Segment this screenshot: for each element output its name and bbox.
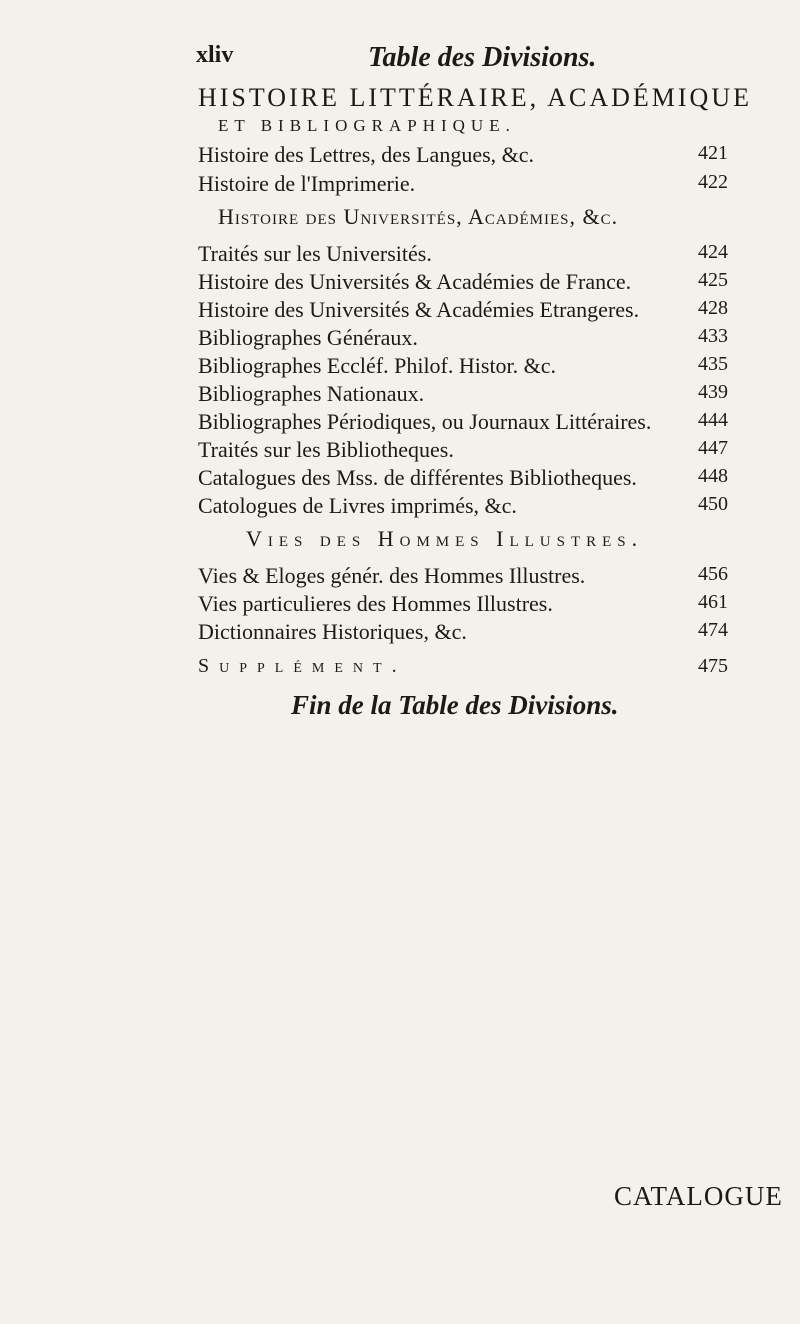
toc-entry — [198, 171, 728, 201]
catchword: CATALOGUE — [614, 1181, 783, 1211]
entry-page: 422 — [698, 171, 728, 193]
entry-page: 444 — [698, 409, 728, 431]
entry-page: 448 — [698, 465, 728, 487]
entry-page: 424 — [698, 241, 728, 263]
entry-label: Histoire des Lettres, des Langues, &c. — [198, 142, 535, 167]
supplement-label: Supplément. — [198, 655, 407, 677]
toc-entry — [198, 241, 728, 271]
section-title-vies-hommes-illustres: Vies des Hommes Illustres. — [246, 526, 644, 551]
page-number: xliv — [196, 42, 234, 68]
toc-entry — [198, 437, 728, 467]
entry-label: Histoire des Universités & Académies Etrangeres. — [198, 297, 640, 322]
entry-label: Histoire de l'Imprimerie. — [198, 171, 416, 196]
entry-page: 456 — [698, 563, 728, 585]
toc-entry — [198, 409, 728, 439]
entry-page: 435 — [698, 353, 728, 375]
section-title-histoire-litteraire: HISTOIRE LITTÉRAIRE, ACADÉMIQUE — [198, 83, 752, 112]
toc-entry — [198, 591, 728, 621]
entry-page: 439 — [698, 381, 728, 403]
toc-entry — [198, 465, 728, 495]
entry-page: 475 — [698, 655, 728, 677]
entry-label: Vies particulieres des Hommes Illustres. — [198, 591, 553, 616]
entry-label: Traités sur les Universités. — [198, 241, 432, 266]
entry-label: Histoire des Universités & Académies de France. — [198, 269, 632, 294]
toc-entry — [198, 325, 728, 355]
toc-entry — [198, 353, 728, 383]
entry-label: Vies & Eloges génér. des Hommes Illustres. — [198, 563, 586, 588]
entry-page: 433 — [698, 325, 728, 347]
toc-entry — [198, 142, 728, 172]
entry-page: 421 — [698, 142, 728, 164]
page-header — [196, 42, 716, 82]
entry-label: Catalogues des Mss. de différentes Bibliotheques. — [198, 465, 637, 490]
toc-entry-supplement — [198, 655, 728, 685]
entry-page: 474 — [698, 619, 728, 641]
entry-label: Dictionnaires Historiques, &c. — [198, 619, 467, 644]
entry-page: 461 — [698, 591, 728, 613]
toc-entry — [198, 269, 728, 299]
entry-label: Bibliographes Généraux. — [198, 325, 418, 350]
entry-page: 447 — [698, 437, 728, 459]
toc-entry — [198, 563, 728, 593]
running-title: Table des Divisions. — [368, 42, 597, 73]
toc-entry — [198, 381, 728, 411]
entry-page: 425 — [698, 269, 728, 291]
entry-label: Catologues de Livres imprimés, &c. — [198, 493, 517, 518]
toc-entry — [198, 297, 728, 327]
entry-page: 450 — [698, 493, 728, 515]
toc-entry — [198, 493, 728, 523]
entry-label: Bibliographes Eccléf. Philof. Histor. &c. — [198, 353, 557, 378]
entry-label: Bibliographes Nationaux. — [198, 381, 425, 406]
entry-page: 428 — [698, 297, 728, 319]
entry-label: Bibliographes Périodiques, ou Journaux Littéraires. — [198, 409, 652, 434]
toc-entry — [198, 619, 728, 649]
entry-label: Traités sur les Bibliotheques. — [198, 437, 454, 462]
section-title-universites: Histoire des Universités, Académies, &c. — [218, 204, 619, 229]
end-of-table-note: Fin de la Table des Divisions. — [291, 690, 619, 720]
section-subtitle-bibliographique: ET BIBLIOGRAPHIQUE. — [218, 116, 516, 135]
